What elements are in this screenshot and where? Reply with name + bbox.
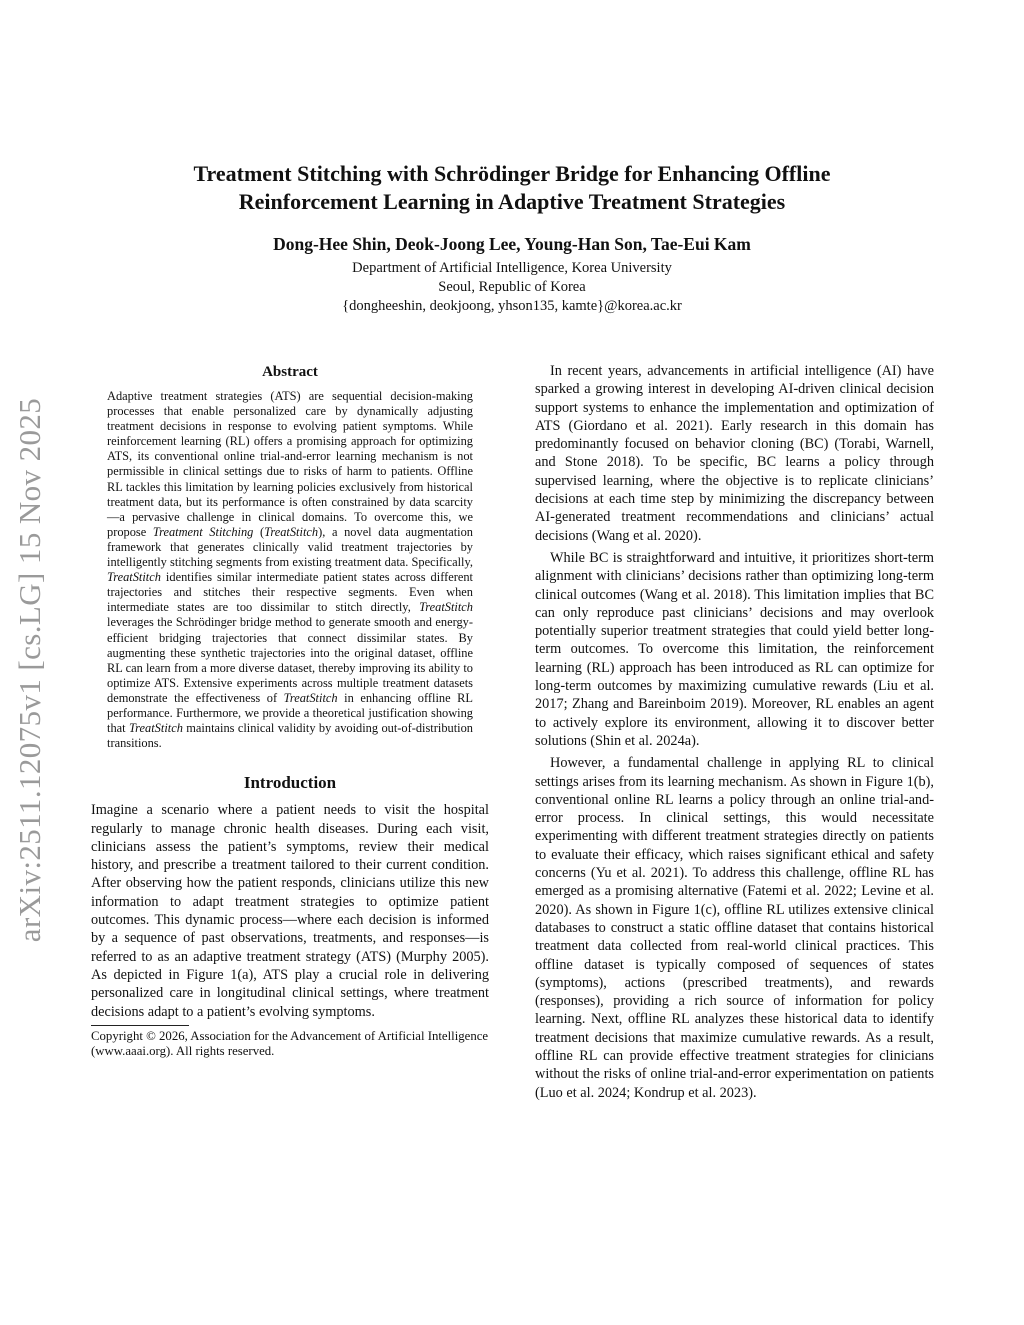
author-emails: {dongheeshin, deokjoong, yhson135, kamte}@korea.ac.kr xyxy=(342,298,682,314)
intro-paragraph-2: In recent years, advancements in artificial intelligence (AI) have sparked a growing interest in developing AI-driven clinical decision support systems to enhance the implementation and optimization of ATS (Giordano et al. 2021). Early research in this domain has predominantly focused on behavior cloning (BC) (Torabi, Warnell, and Stone 2018). To be specific, BC learns a policy through supervised learning, where the objective is to replicate clinicians’ decisions at each time step by minimizing the discrepancy between AI-generated treatment recommendations and clinicians’ actual decisions (Wang et al. 2020). xyxy=(535,363,934,544)
copyright-footnote: Copyright © 2026, Association for the Advancement of Artificial Intelligence (www.aaai.org). All rights reserved. xyxy=(91,1028,489,1059)
intro-paragraph-3: While BC is straightforward and intuitive, it prioritizes short-term alignment with clinicians’ decisions rather than optimizing long-term clinical outcomes (Wang et al. 2018). This limitation implies that BC can only reproduce past clinicians’ decisions and may overlook potentially superior treatment strategies that could yield better long-term outcomes. To overcome this limitation, the reinforcement learning (RL) approach has been introduced as RL can optimize for long-term outcomes by maximizing cumulative rewards (Liu et al. 2017; Zhang and Bareinboim 2019). Moreover, RL enables an agent to actively explore its environment, allowing it to discover better solutions (Shin et al. 2024a). xyxy=(535,549,934,749)
abstract-text-3: ), a novel data augmentation framework that generates clinically valid treatment trajectories by intelligently stitching segments from existing treatment data. Specifically, xyxy=(107,524,473,570)
affiliation-department: Department of Artificial Intelligence, Korea University xyxy=(352,260,672,276)
paper-header xyxy=(100,160,924,316)
abstract-emphasis-1: Treatment Stitching xyxy=(152,524,254,539)
intro-paragraph-1: Imagine a scenario where a patient needs to visit the hospital regularly to manage chronic health diseases. During each visit, clinicians assess the patient’s symptoms, review their medical history, and prescribe a treatment tailored to their current condition. After observing how the patient responds, clinicians utilize this new information to adapt treatment strategies to optimize patient outcomes. This dynamic process—where each decision is informed by a sequence of past observations, treatments, and responses—is referred to as an adaptive treatment strategy (ATS) (Murphy 2005). As depicted in Figure 1(a), ATS play a crucial role in delivering personalized care in longitudinal clinical settings, where treatment decisions adapt to a patient’s evolving symptoms. xyxy=(91,802,489,1020)
abstract-text-5: leverages the Schrödinger bridge method to generate smooth and energy-efficient bridging trajectories that connect dissimilar states. By augmenting these synthetic trajectories into the original dataset, offline RL can learn from a more diverse dataset, thereby improving its ability to optimize ATS. Extensive experiments across multiple treatment datasets demonstrate the effectiveness of xyxy=(107,615,473,705)
right-column xyxy=(535,362,934,1102)
abstract-emphasis-3: TreatStitch xyxy=(107,570,161,585)
abstract-emphasis-4: TreatStitch xyxy=(419,600,473,615)
left-column xyxy=(91,362,489,1060)
abstract-emphasis-5: TreatStitch xyxy=(283,690,338,705)
abstract-emphasis-2: TreatStitch xyxy=(264,524,319,539)
intro-paragraph-4: However, a fundamental challenge in applying RL to clinical settings arises from its learning mechanism. As shown in Figure 1(b), conventional online RL learns a policy through an online trial-and-error process. In clinical settings, this would necessitate experimenting with different treatment strategies directly on patients to evaluate their efficacy, which raises significant ethical and safety concerns (Yu et al. 2021). To address this challenge, offline RL has emerged as a promising alternative (Fatemi et al. 2022; Levine et al. 2020). As shown in Figure 1(c), offline RL utilizes extensive clinical databases to construct a static offline dataset that contains historical treatment data collected from real-world clinical practices. This offline dataset is typically composed of sequences of states (symptoms), actions (prescribed treatments), and rewards (responses), providing a rich source of information for policy learning. Next, offline RL analyzes these historical data to identify treatment decisions that maximize cumulative rewards. As a result, offline RL can provide effective treatment strategies for clinicians without the risks of online trial-and-error experimentation on patients (Luo et al. 2024; Kondrup et al. 2023). xyxy=(535,755,934,1101)
paper-title xyxy=(100,160,924,216)
abstract-heading: Abstract xyxy=(262,364,318,380)
abstract-emphasis-6: TreatStitch xyxy=(128,721,183,736)
arxiv-identifier: arXiv:2511.12075v1 [cs.LG] 15 Nov 2025 xyxy=(12,397,47,943)
abstract-text-4: identifies similar intermediate patient states across different trajectories and stitches their respective segments. Even when intermediate states are too dissimilar to stitch directly, xyxy=(107,570,473,615)
abstract-text-7: maintains clinical validity by avoiding out-of-distribution transitions. xyxy=(107,721,473,751)
affiliation-block xyxy=(100,259,924,316)
title-line-1: Treatment Stitching with Schrödinger Bridge for Enhancing Offline xyxy=(193,161,831,186)
affiliation-location: Seoul, Republic of Korea xyxy=(438,279,586,295)
introduction-heading: Introduction xyxy=(243,773,337,793)
arxiv-identifier-stamp xyxy=(0,370,60,970)
abstract-text-1: Adaptive treatment strategies (ATS) are sequential decision-making processes that enable personalized care by dynamically adjusting treatment decisions in response to evolving patient symptoms. While reinforcement learning (RL) offers a promising approach for optimizing ATS, its conventional online trial-and-error learning mechanism is not permissible in clinical settings due to risks of harm to patients. Offline RL tackles this limitation by learning policies exclusively from historical treatment data, but its performance is often constrained by data scarcity—a pervasive challenge in clinical domains. To overcome this, we propose xyxy=(107,389,473,539)
abstract-text-6: in enhancing offline RL performance. Furthermore, we provide a theoretical justification showing that xyxy=(107,690,473,736)
abstract-text-2: ( xyxy=(253,524,265,539)
abstract-body xyxy=(107,389,473,751)
footnote-divider xyxy=(91,1025,189,1026)
title-line-2: Reinforcement Learning in Adaptive Treatment Strategies xyxy=(238,189,786,214)
author-list: Dong-Hee Shin, Deok-Joong Lee, Young-Han Son, Tae-Eui Kam xyxy=(273,234,751,254)
